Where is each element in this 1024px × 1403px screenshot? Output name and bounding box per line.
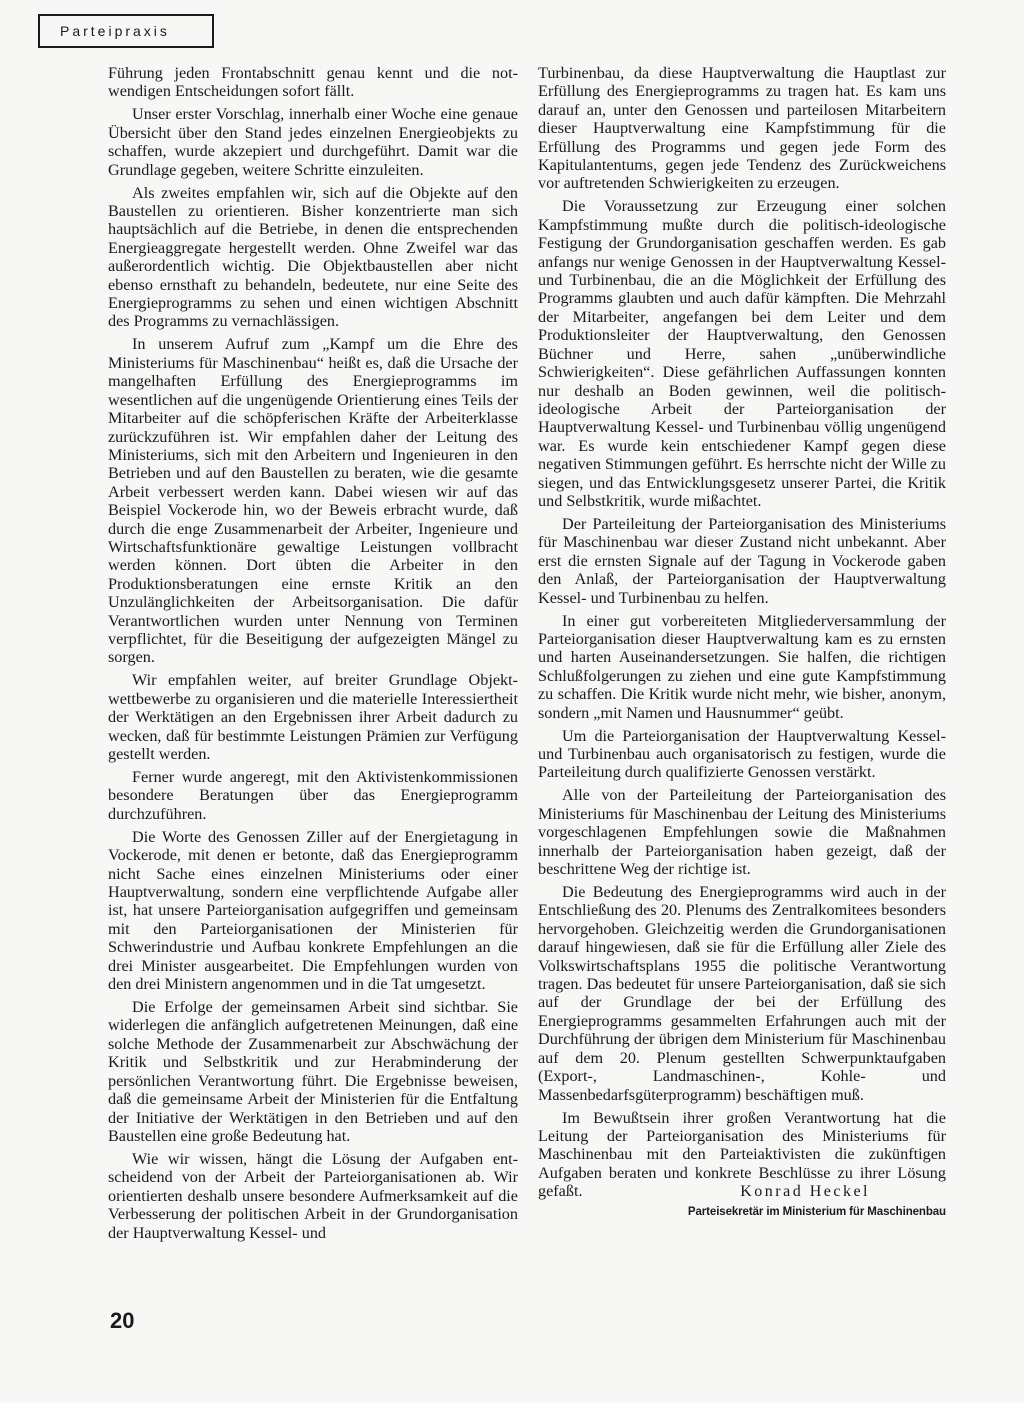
paragraph: Die Bedeutung des Energieprogramms wird auch in der Entschließung des 20. Plenums des Zentralkomitees besonders hervorgehoben. Gleichzeitig werden die Grundorganisationen darauf hingewiesen, daß sie für die Erfüllung aller Ziele des Volkswirtschaftsplans 1955 die politische Verantwortung tragen. Das bedeutet für unsere Parteiorganisation, daß sie sich auf der Grundlage der bei der Erfüllung des Energieprogramms gesammelten Erfahrungen auch mit der Durchführung der übrigen dem Ministerium für Maschinenbau auf dem 20. Plenum gestellten Schwerpunktaufgaben (Export-, Landmaschinen-, Kohle- und Massenbedarfsgüterprogramm) beschäftigen muß. (538, 883, 946, 1104)
paragraph: Die Erfolge der gemeinsamen Arbeit sind sichtbar. Sie widerlegen die anfänglich aufgetretenen Meinungen, daß eine solche Methode der Zusammenarbeit zur Abschwächung der Kritik und Selbstkritik und zur Herabminderung der persönlichen Verantwortung führt. Die Ergebnisse beweisen, daß die gemeinsame Arbeit der Ministerien für die Entfaltung der Initiative der Werktätigen in den Betrieben und auf den Baustellen eine große Bedeutung hat. (108, 998, 518, 1145)
author-name: Konrad Heckel (740, 1183, 870, 1201)
paragraph: Wie wir wissen, hängt die Lösung der Aufgaben entscheidend von der Arbeit der Parteiorganisationen ab. Wir orientierten deshalb unsere besondere Aufmerksamkeit auf die Verbesserung der politischen Arbeit in der Grundorganisation der Hauptverwaltung Kessel- und (108, 1149, 518, 1242)
section-header: Parteipraxis (38, 14, 214, 48)
paragraph: Im Bewußtsein ihrer großen Verantwortung hat die Leitung der Parteiorganisation des Ministeriums für Maschinenbau mit den Parteiaktivisten die zukünftigen Aufgaben beraten und konkrete Beschlüsse zu ihrer Lösung gefaßt. (538, 1108, 946, 1201)
page-number: 20 (110, 1308, 135, 1333)
paragraph: Die Worte des Genossen Ziller auf der Energietagung in Vockerode, mit denen er betonte, daß das Energieprogramm nicht Sache eines einzelnen Ministeriums oder einer Hauptverwaltung, sondern eine verpflichtende Aufgabe aller ist, hat unsere Parteiorganisation aufgegriffen und gemeinsam mit den Parteiorganisationen der Ministerien für Schwerindustrie und Aufbau konkrete Empfehlungen an die drei Minister ausgearbeitet. Die Empfehlungen wurden von den drei Ministern angenommen und in die Tat umgesetzt. (108, 827, 518, 994)
paragraph: Ferner wurde angeregt, mit den Aktivistenkommissionen besondere Beratungen über das Energieprogramm durchzuführen. (108, 768, 518, 823)
paragraph: In einer gut vorbereiteten Mitgliederversammlung der Parteiorganisation dieser Hauptverwaltung kam es zu ernsten und harten Auseinandersetzungen. Sie halfen, die richtigen Schlußfolgerungen zu ziehen und eine gute Kampfstimmung zu schaffen. Die Kritik wurde nicht mehr, wie bisher, anonym, sondern „mit Namen und Hausnummer“ geübt. (538, 611, 946, 722)
paragraph: Alle von der Parteileitung der Parteiorganisation des Ministeriums für Maschinenbau der Leitung des Ministeriums vorgeschlagenen Empfehlungen sowie die Maßnahmen innerhalb der Parteiorganisation haben gezeigt, daß der beschrittene Weg der richtige ist. (538, 786, 946, 879)
author-title: Parteisekretär im Ministerium für Maschinenbau (687, 1205, 946, 1218)
paragraph: Der Parteileitung der Parteiorganisation des Ministeriums für Maschinenbau war dieser Zustand nicht unbekannt. Aber erst die ernsten Signale auf der Tagung in Vockerode gaben den Anlaß, der Parteiorganisation der Hauptverwaltung Kessel- und Turbinenbau zu helfen. (538, 514, 946, 607)
paragraph: Wir empfahlen weiter, auf breiter Grundlage Objektwettbewerbe zu organisieren und die materielle Interessiertheit der Werktätigen an den Ergebnissen ihrer Arbeit dadurch zu wecken, daß für bestimmte Leistungen Prämien zur Verfügung gestellt werden. (108, 671, 518, 763)
paragraph: In unserem Aufruf zum „Kampf um die Ehre des Ministeriums für Maschinenbau“ heißt es, daß die Ursache der mangelhaften Erfüllung des Energieprogramms im wesentlichen auf die ungenügende Orientierung eines Teils der Mitarbeiter auf die schöpferischen Kräfte der Arbeiterklasse zurückzuführen ist. Wir empfahlen daher der Leitung des Ministeriums, sich mit den Arbeitern und Ingenieuren in den Betrieben und auf den Baustellen zu beraten, wie die gesamte Arbeit verbessert werden kann. Dabei wiesen wir auf das Beispiel Vockerode hin, wo der Beweis erbracht wurde, daß durch die enge Zusammenarbeit der Arbeiter, Ingenieure und Wirtschaftsfunktionäre gewaltige Leistungen vollbracht werden können. Dort übten die Arbeiter in den Produktionsberatungen eine ernste Kritik an den Unzulänglichkeiten der Arbeitsorganisation. Die dafür Verantwortlichen wurden unter Nennung von Terminen verpflichtet, für die Beseitigung der aufgezeigten Mängel zu sorgen. (108, 335, 518, 667)
paragraph: Um die Parteiorganisation der Hauptverwaltung Kessel- und Turbinenbau auch organisatorisch zu festigen, wurde die Parteileitung durch qualifizierte Genossen verstärkt. (538, 726, 946, 782)
paragraph: Die Voraussetzung zur Erzeugung einer solchen Kampfstimmung mußte durch die politisch-ideologische Festigung der Grundorganisation geschaffen werden. Es gab anfangs nur wenige Genossen in der Hauptverwaltung Kessel- und Turbinenbau, die an die Möglichkeit der Erfüllung des Programms glaubten und auch dafür kämpften. Die Mehrzahl der Mitarbeiter, angefangen bei dem Leiter und dem Produktionsleiter der Hauptverwaltung, den Genossen Büchner und Herre, sahen „unüberwindliche Schwierigkeiten“. Diese gefährlichen Auffassungen konnten nur deshalb an Boden gewinnen, weil die politisch-ideologische Arbeit der Parteiorganisation der Hauptverwaltung Kessel- und Turbinenbau völlig ungenügend war. Es wurde kein entschiedener Kampf gegen diese negativen Stimmungen geführt. Es herrschte nicht der Wille zu siegen, und das Entwicklungsgesetz unserer Partei, die Kritik und Selbstkritik, wurde mißachtet. (538, 197, 946, 510)
paragraph: Turbinenbau, da diese Hauptverwaltung die Hauptlast zur Erfüllung des Energieprogramms zu tragen hat. Es kam uns darauf an, unter den Genossen und parteilosen Mitarbeitern dieser Hauptverwaltung eine Kampfstimmung für die Erfüllung des Programms und gegen jede Form des Kapitulantentums, gegen jede Tendenz des Zurückweichens vor auftretenden Schwierigkeiten zu erzeugen. (538, 64, 946, 193)
paragraph: Führung jeden Frontabschnitt genau kennt und die notwendigen Entscheidungen sofort fällt. (108, 64, 518, 101)
paragraph: Unser erster Vorschlag, innerhalb einer Woche eine genaue Übersicht über den Stand jedes einzelnen Energieobjekts zu schaffen, wurde akzepiert und durchgeführt. Damit war die Grundlage gegeben, weitere Schritte einzuleiten. (108, 105, 518, 179)
paragraph: Als zweites empfahlen wir, sich auf die Objekte auf den Baustellen zu orientieren. Bisher konzentrierte man sich hauptsächlich auf die Betriebe, in denen die entsprechenden Energieaggregate hergestellt werden. Ohne Zweifel war das außerordentlich wichtig. Die Objektbaustellen aber nicht ebenso ernsthaft zu behandeln, bedeutete, nur eine Seite des Energieprogramms zu sehen und einen wichtigen Abschnitt des Programms zu vernachlässigen. (108, 183, 518, 331)
right-column (538, 64, 946, 1221)
left-column (108, 64, 518, 1247)
